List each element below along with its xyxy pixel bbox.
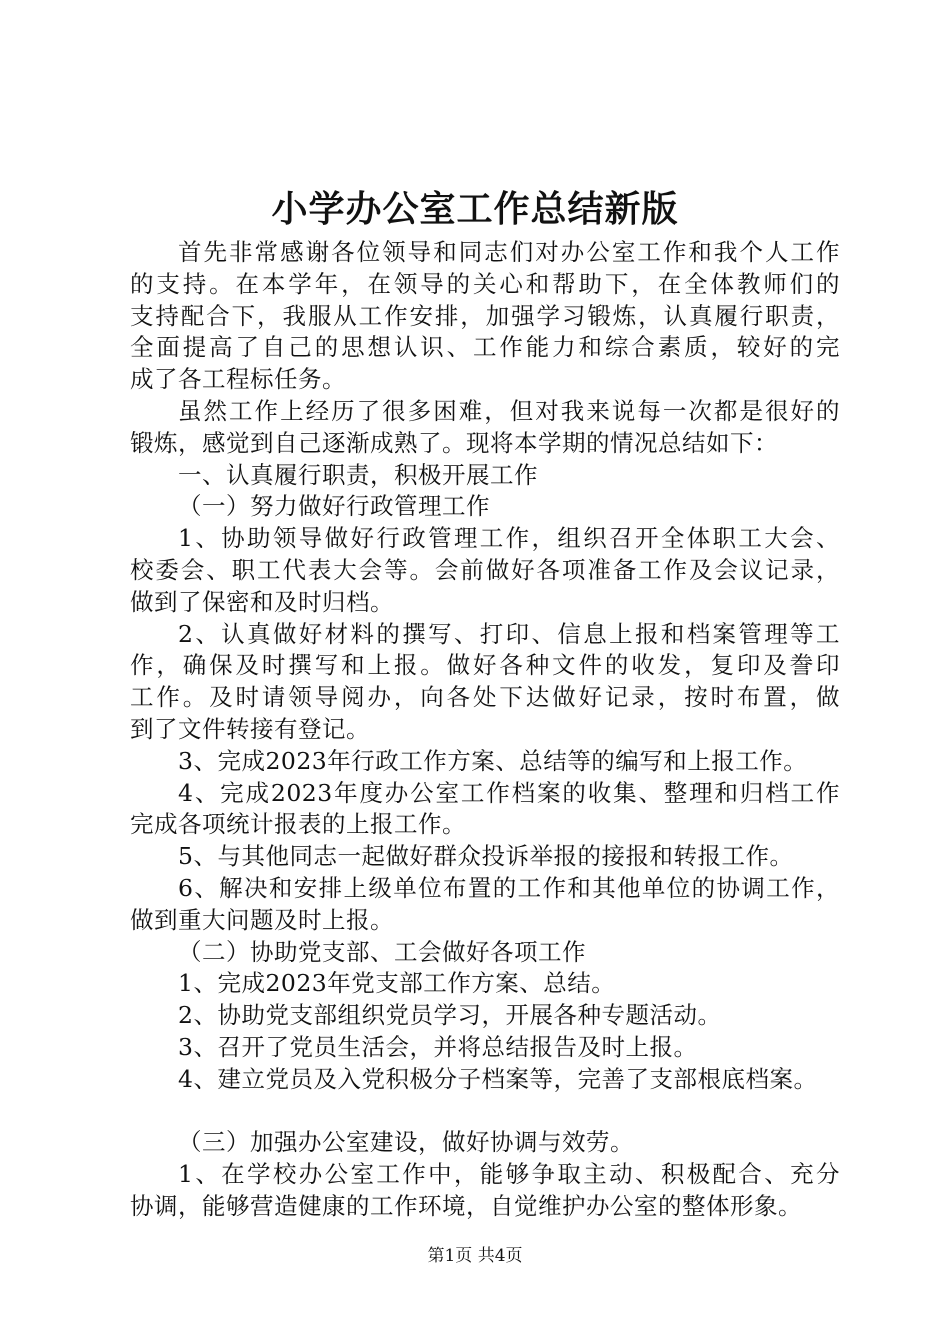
paragraph-line: 作，确保及时撰写和上报。做好各种文件的收发，复印及誊印 [130,651,840,680]
subsection-heading: （二）协助党支部、工会做好各项工作 [178,937,586,966]
paragraph-line: 3、召开了党员生活会，并将总结报告及时上报。 [178,1032,698,1061]
paragraph-line: 5、与其他同志一起做好群众投诉举报的接报和转报工作。 [178,842,794,871]
section-heading: 一、认真履行职责，积极开展工作 [178,460,538,489]
paragraph-line: 1、完成2023年党支部工作方案、总结。 [178,969,616,998]
paragraph-line: 成了各工程标任务。 [130,365,346,394]
paragraph-line: 4、建立党员及入党积极分子档案等，完善了支部根底档案。 [178,1064,818,1093]
paragraph-line: 6、解决和安排上级单位布置的工作和其他单位的协调工作， [178,873,840,902]
paragraph-line: 2、认真做好材料的撰写、打印、信息上报和档案管理等工 [178,619,840,648]
paragraph-line: 做到了保密和及时归档。 [130,587,394,616]
paragraph-line: 的支持。在本学年，在领导的关心和帮助下，在全体教师们的 [130,269,840,298]
paragraph-line: 2、协助党支部组织党员学习，开展各种专题活动。 [178,1001,722,1030]
paragraph-line: 3、完成2023年行政工作方案、总结等的编写和上报工作。 [178,746,808,775]
paragraph-line: 全面提高了自己的思想认识、工作能力和综合素质，较好的完 [130,333,840,362]
paragraph-line: 工作。及时请领导阅办，向各处下达做好记录，按时布置，做 [130,683,840,712]
document-body [130,237,840,1223]
paragraph-line: 虽然工作上经历了很多困难，但对我来说每一次都是很好的 [178,396,840,425]
document-title: 小学办公室工作总结新版 [271,188,679,230]
paragraph-line: 校委会、职工代表大会等。会前做好各项准备工作及会议记录， [130,555,840,584]
paragraph-line: 4、完成2023年度办公室工作档案的收集、整理和归档工作 [178,778,840,807]
paragraph-line: 首先非常感谢各位领导和同志们对办公室工作和我个人工作 [178,238,840,266]
subsection-heading: （一）努力做好行政管理工作 [178,492,490,521]
blank-line [130,1096,840,1128]
paragraph-line: 1、协助领导做好行政管理工作，组织召开全体职工大会、 [178,524,840,553]
subsection-heading: （三）加强办公室建设，做好协调与效劳。 [178,1128,634,1157]
paragraph-line: 做到重大问题及时上报。 [130,905,394,934]
paragraph-line: 锻炼，感觉到自己逐渐成熟了。现将本学期的情况总结如下： [130,428,778,457]
paragraph-line: 完成各项统计报表的上报工作。 [130,810,466,839]
page-number: 第1页 共4页 [427,1246,523,1266]
paragraph-line: 支持配合下，我服从工作安排，加强学习锻炼，认真履行职责， [130,301,840,330]
paragraph-line: 协调，能够营造健康的工作环境，自觉维护办公室的整体形象。 [130,1191,802,1220]
paragraph-line: 到了文件转接有登记。 [130,714,370,743]
paragraph-line: 1、在学校办公室工作中，能够争取主动、积极配合、充分 [178,1160,840,1189]
